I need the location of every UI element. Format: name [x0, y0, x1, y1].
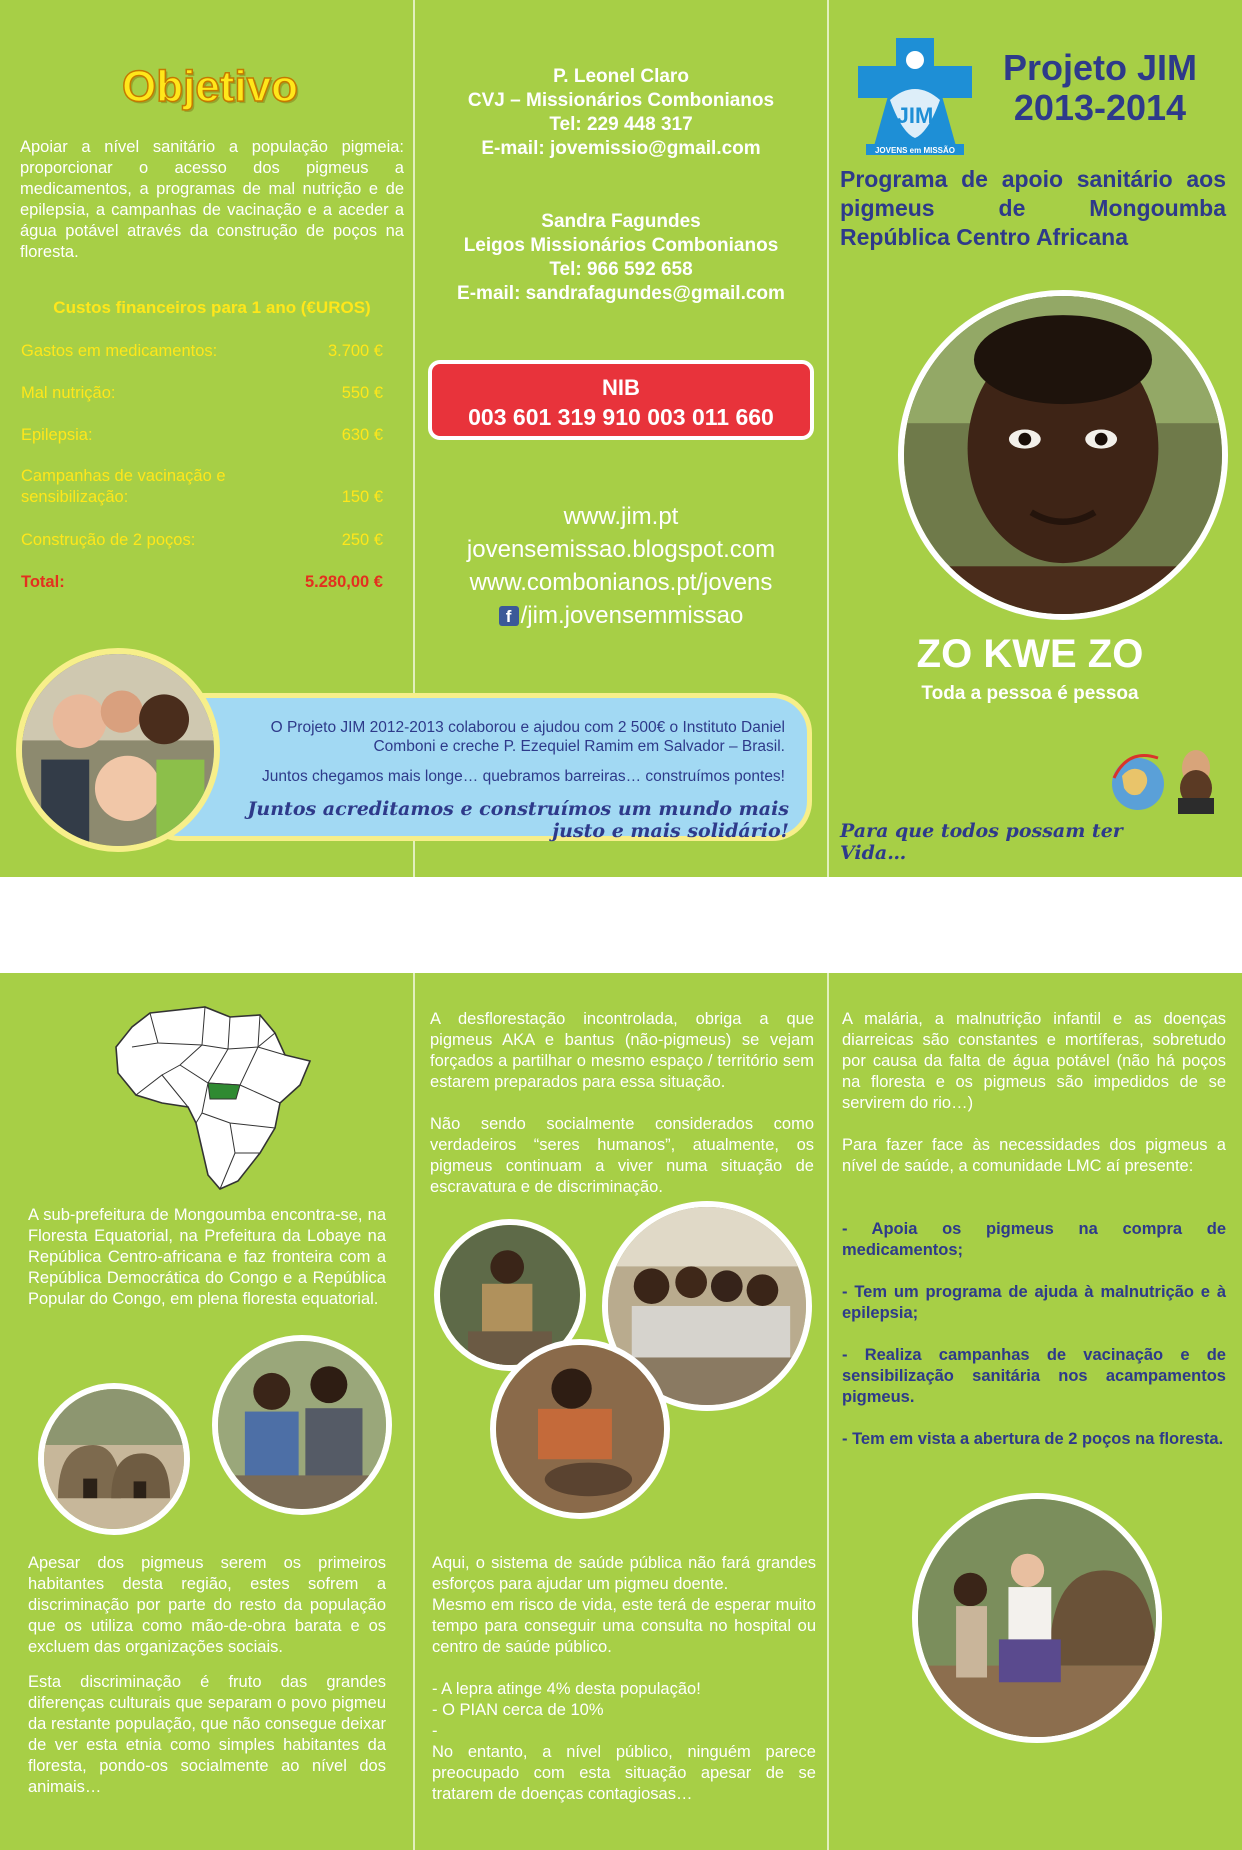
banner-line-1: O Projeto JIM 2012-2013 colaborou e ajudou com 2 500€ o Instituto Daniel Comboni e creche P. Ezequiel Ramim em Salvador – Brasil.: [270, 719, 785, 755]
cost-value: 550 €: [341, 384, 383, 402]
svg-text:JOVENS em MISSÃO: JOVENS em MISSÃO: [874, 146, 956, 155]
list-item: - Tem um programa de ajuda à malnutrição e à epilepsia;: [842, 1283, 1226, 1322]
contact-line: Leigos Missionários Combonianos: [463, 235, 779, 256]
volunteers-photo: [16, 648, 220, 852]
objetivo-text: Apoiar a nível sanitário a população pigmeia: proporcionar o acesso dos pigmeus a medicamentos, a programas de mal nutrição e de epilepsia, a campanhas de vacinação e a aceder a água potável através da construção de poços na floresta.: [20, 138, 404, 261]
link-blog[interactable]: jovensemissao.blogspot.com: [466, 536, 776, 563]
program-subtitle: Programa de apoio sanitário aos pigmeus de Mongoumba República Centro Africana: [840, 166, 1226, 250]
nib-value: 003 601 319 910 003 011 660: [468, 404, 774, 430]
fold-line: [413, 973, 415, 1850]
contact-line: Sandra Fagundes: [541, 211, 701, 232]
list-item: -: [432, 1722, 438, 1740]
paragraph: Esta discriminação é fruto das grandes diferenças culturais que separam o povo pigmeu da restante população, que não consegue deixar de ver esta etnia como simples habitantes da floresta, pondo-os socialmente ao nível dos animais…: [28, 1673, 386, 1796]
objetivo-title: Objetivo: [121, 62, 299, 111]
cost-label: Mal nutrição:: [21, 384, 116, 402]
list-item: - Apoia os pigmeus na compra de medicamentos;: [842, 1220, 1226, 1259]
jim-year: 2013-2014: [1013, 87, 1187, 128]
list-item: - A lepra atinge 4% desta população!: [432, 1680, 701, 1698]
link-jim[interactable]: www.jim.pt: [563, 503, 679, 530]
paragraph: Não sendo socialmente considerados como verdadeiros “seres humanos”, atualmente, os pigmeus continuam a viver numa situação de escravatura e de discriminação.: [430, 1115, 814, 1196]
costs-title: Custos financeiros para 1 ano (€UROS): [53, 298, 371, 317]
cost-label: Construção de 2 poços:: [21, 531, 196, 549]
cost-label: Campanhas de vacinação e sensibilização:: [21, 467, 226, 506]
paragraph: Mesmo em risco de vida, este terá de esperar muito tempo para conseguir uma consulta no hospital ou centro de saúde público.: [432, 1596, 816, 1656]
lmc-actions: [842, 1219, 1226, 1450]
list-item: - O PIAN cerca de 10%: [432, 1701, 604, 1719]
link-facebook[interactable]: [416, 599, 826, 632]
brochure-inside: [0, 973, 1242, 1850]
paragraph: A malária, a malnutrição infantil e as doenças diarreicas são constantes e mortíferas, sobretudo por causa da falta de água potável (não há poços na floresta e os pigmeus são impedidos de se servirem do rio…): [842, 1010, 1226, 1112]
contact-line: CVJ – Missionários Combonianos: [467, 90, 775, 111]
contact-line: Tel: 966 592 658: [549, 259, 693, 280]
contact-sandra: [416, 210, 826, 306]
discrimination-text: [28, 1553, 386, 1798]
huts-photo: [38, 1383, 190, 1535]
cost-value: 630 €: [341, 426, 383, 444]
jim-title-line: Projeto JIM: [1002, 47, 1198, 88]
cost-value: 3.700 €: [327, 342, 383, 360]
paragraph: A desflorestação incontrolada, obriga a que pigmeus AKA e bantus (não-pigmeus) se vejam forçados a partilhar o mesmo espaço / território sem estarem preparados para essa situação.: [430, 1010, 814, 1091]
total-value: 5.280,00 €: [305, 573, 383, 591]
facebook-handle: /jim.jovensemmissao: [520, 602, 744, 629]
jim-logo-icon: [858, 38, 972, 156]
banner-line-3: Juntos acreditamos e construímos um mundo mais justo e mais solidário!: [247, 798, 789, 842]
men-sitting-photo: [212, 1335, 392, 1515]
link-combonianos[interactable]: www.combonianos.pt/jovens: [469, 569, 773, 596]
comboni-globe-icon: [1108, 738, 1228, 814]
cost-label: Gastos em medicamentos:: [21, 342, 218, 360]
brochure-outside: [0, 0, 1242, 877]
contact-email: E-mail: jovemissio@gmail.com: [481, 138, 761, 159]
child-portrait-photo: [898, 290, 1228, 620]
motto: Para que todos possam ter Vida…: [840, 820, 1123, 864]
contact-leonel: [416, 65, 826, 161]
banner-line-2: Juntos chegamos mais longe… quebramos barreiras… construímos pontes!: [262, 768, 785, 785]
paragraph: No entanto, a nível público, ninguém parece preocupado com esta situação apesar de se tratarem de doenças contagiosas…: [432, 1743, 816, 1803]
fold-line: [827, 973, 829, 1850]
facebook-icon: f: [499, 606, 519, 626]
africa-map-icon: [110, 1003, 315, 1193]
list-item: - Tem em vista a abertura de 2 poços na floresta.: [842, 1430, 1224, 1448]
slogan-translation: Toda a pessoa é pessoa: [921, 683, 1139, 704]
cost-value: 250 €: [341, 531, 383, 549]
total-label: Total:: [21, 573, 65, 591]
nib-label: NIB: [602, 375, 640, 400]
cost-value: 150 €: [341, 488, 383, 506]
fold-line: [827, 0, 829, 877]
mongoumba-location-text: A sub-prefeitura de Mongoumba encontra-se, na Floresta Equatorial, na Prefeitura da Lobaye na República Centro-africana e faz fronteira com a República Democrática do Congo e a República Popular do Congo, em plena floresta equatorial.: [28, 1206, 386, 1308]
links: [416, 500, 826, 632]
cooking-woman-photo: [490, 1339, 670, 1519]
paragraph: Aqui, o sistema de saúde pública não fará grandes esforços para ajudar um pigmeu doente.: [432, 1554, 816, 1593]
paragraph: Apesar dos pigmeus serem os primeiros habitantes desta região, estes sofrem a discriminação por parte do resto da população que os utiliza como mão-de-obra barata e os excluem das organizações sociais.: [28, 1554, 386, 1656]
paragraph: Para fazer face às necessidades dos pigmeus a nível de saúde, a comunidade LMC aí presente:: [842, 1136, 1226, 1175]
malaria-text: [842, 1009, 1226, 1177]
volunteer-with-child-photo: [912, 1493, 1162, 1743]
nib-box: [428, 360, 814, 440]
slogan: ZO KWE ZO: [916, 632, 1144, 676]
contact-line: Tel: 229 448 317: [549, 114, 693, 135]
list-item: - Realiza campanhas de vacinação e de sensibilização sanitária nos acampamentos pigmeus.: [842, 1346, 1226, 1406]
cost-label: Epilepsia:: [21, 426, 93, 444]
contact-email: E-mail: sandrafagundes@gmail.com: [457, 283, 785, 304]
jim-title: [980, 48, 1220, 128]
health-system-text: [432, 1553, 816, 1805]
deforestation-text: [430, 1009, 814, 1198]
contact-line: P. Leonel Claro: [553, 66, 689, 87]
svg-text:JIM: JIM: [896, 103, 934, 128]
collaboration-banner: [140, 693, 812, 841]
